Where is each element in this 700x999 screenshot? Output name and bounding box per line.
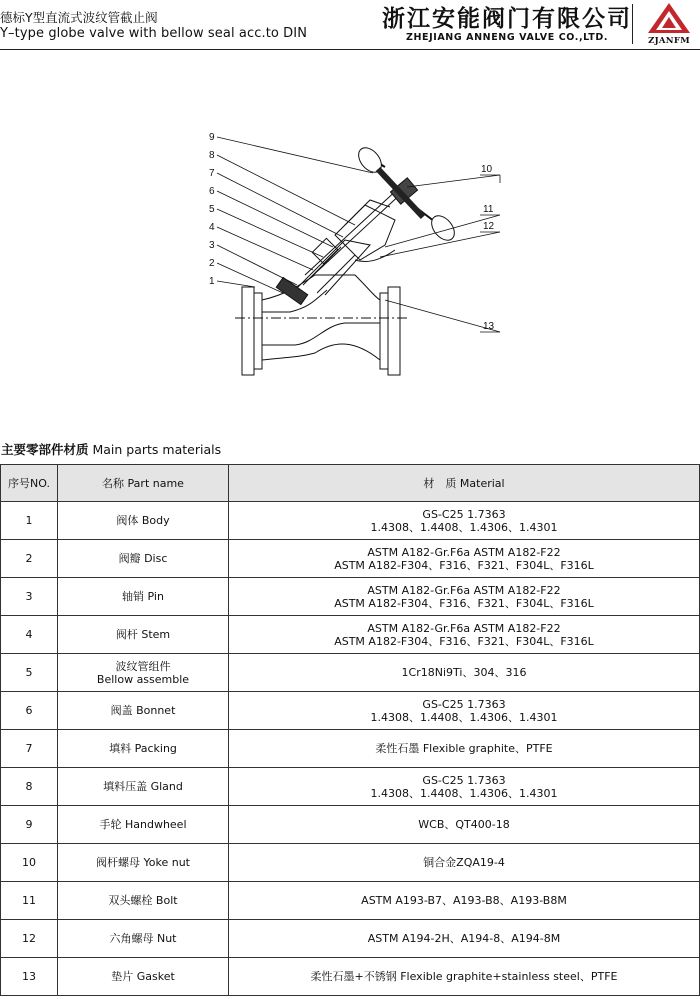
section-title-cn: 主要零部件材质 — [1, 442, 89, 457]
cell-no-line: 9 — [25, 818, 33, 831]
cell-part-name — [58, 958, 229, 996]
cell-no — [1, 920, 58, 958]
cell-part-name — [58, 730, 229, 768]
cell-part-name — [58, 882, 229, 920]
cell-material — [229, 692, 700, 730]
cell-material-line: ASTM A182-F304、F316、F321、F304L、F316L — [334, 596, 594, 610]
cell-no — [1, 806, 58, 844]
cell-material — [229, 844, 700, 882]
cell-material-line: 铜合金ZQA19-4 — [423, 856, 505, 869]
table-row — [1, 502, 700, 540]
cell-no-line: 1 — [25, 514, 33, 527]
cell-no-line: 4 — [25, 628, 33, 641]
cell-part-name — [58, 844, 229, 882]
cell-material — [229, 578, 700, 616]
table-row — [1, 540, 700, 578]
cell-material-line: 柔性石墨 Flexible graphite、PTFE — [375, 742, 553, 755]
company-name-chinese: 浙江安能阀门有限公司 — [382, 6, 632, 32]
title-chinese: 德标Y型直流式波纹管截止阀 — [0, 10, 158, 25]
cell-material-line: ASTM A193-B7、A193-B8、A193-B8M — [361, 894, 567, 907]
cell-material-line: GS-C25 1.7363 — [422, 697, 506, 711]
cell-material-line: GS-C25 1.7363 — [422, 507, 506, 521]
cell-no — [1, 502, 58, 540]
table-row — [1, 692, 700, 730]
cell-material-line: 1.4308、1.4408、1.4306、1.4301 — [370, 520, 558, 534]
cell-part-name-line: 阀盖 Bonnet — [110, 704, 176, 717]
cell-no-line: 12 — [22, 932, 36, 945]
cell-part-name-line: 阀杆 Stem — [115, 628, 171, 641]
table-row — [1, 882, 700, 920]
document-header — [0, 10, 307, 42]
cell-material-line: ASTM A182-F304、F316、F321、F304L、F316L — [334, 634, 594, 648]
cell-no-line: 13 — [22, 970, 36, 983]
header-rule — [0, 49, 700, 50]
cell-material-line: 柔性石墨+不锈钢 Flexible graphite+stainless steel、PTFE — [310, 970, 618, 983]
table-row — [1, 768, 700, 806]
cell-material-line: GS-C25 1.7363 — [422, 773, 506, 787]
table-row — [1, 616, 700, 654]
cell-material-line: 1.4308、1.4408、1.4306、1.4301 — [370, 786, 558, 800]
cell-part-name-line: 阀杆螺母 Yoke nut — [96, 856, 190, 869]
callout-11: 11 — [483, 204, 494, 215]
company-name-block — [382, 6, 632, 44]
header-divider — [632, 4, 633, 44]
cell-material — [229, 958, 700, 996]
company-name-english: ZHEJIANG ANNENG VALVE CO.,LTD. — [405, 32, 609, 43]
table-row — [1, 578, 700, 616]
cell-material-line: ASTM A182-Gr.F6a ASTM A182-F22 — [367, 621, 561, 635]
cell-part-name-line: 手轮 Handwheel — [99, 818, 187, 831]
table-row — [1, 806, 700, 844]
cell-no — [1, 844, 58, 882]
callout-8: 8 — [209, 150, 215, 161]
table-header-row — [1, 465, 700, 502]
cell-material-line: 1Cr18Ni9Ti、304、316 — [401, 666, 527, 679]
cell-no-line: 11 — [22, 894, 36, 907]
cell-no-line: 3 — [25, 590, 33, 603]
cell-part-name — [58, 692, 229, 730]
cell-part-name-line: 填料压盖 Gland — [103, 780, 183, 793]
cell-material — [229, 768, 700, 806]
callout-13: 13 — [483, 321, 495, 332]
materials-table — [0, 464, 700, 996]
cell-part-name-line: 垫片 Gasket — [111, 970, 175, 983]
cell-part-name-line: 阀瓣 Disc — [118, 552, 168, 565]
cell-part-name-line: 轴销 Pin — [122, 590, 164, 603]
cell-part-name-line: 六角螺母 Nut — [109, 932, 177, 945]
cell-no — [1, 958, 58, 996]
cell-part-name — [58, 502, 229, 540]
cell-part-name — [58, 806, 229, 844]
callout-6: 6 — [209, 186, 215, 197]
cell-part-name — [58, 654, 229, 692]
cell-no — [1, 692, 58, 730]
callout-10: 10 — [481, 164, 493, 175]
cell-material — [229, 540, 700, 578]
cell-part-name-line: 阀体 Body — [116, 514, 170, 527]
cell-no — [1, 578, 58, 616]
section-title — [1, 440, 221, 458]
callout-4: 4 — [209, 222, 215, 233]
table-row — [1, 730, 700, 768]
cell-material — [229, 730, 700, 768]
header-no: 序号NO. — [1, 465, 58, 502]
cell-no-line: 2 — [25, 552, 33, 565]
cell-material-line: ASTM A194-2H、A194-8、A194-8M — [367, 932, 561, 945]
cell-material — [229, 806, 700, 844]
callout-7: 7 — [209, 168, 215, 179]
cell-part-name — [58, 616, 229, 654]
callout-9: 9 — [209, 132, 215, 143]
cell-material-line: WCB、QT400-18 — [418, 818, 510, 831]
section-title-en: Main parts materials — [88, 442, 222, 457]
cell-part-name-line: 双头螺栓 Bolt — [108, 894, 178, 907]
cell-part-name-line: Bellow assemble — [96, 672, 190, 686]
cell-no — [1, 616, 58, 654]
cell-material — [229, 616, 700, 654]
cell-no — [1, 882, 58, 920]
cell-part-name-line: 波纹管组件 — [115, 659, 171, 673]
title-english: Y–type globe valve with bellow seal acc.to DIN — [0, 26, 308, 41]
logo-triangle-icon — [647, 2, 691, 34]
cell-part-name — [58, 920, 229, 958]
header-part-name: 名称 Part name — [58, 465, 229, 502]
cell-no-line: 6 — [25, 704, 33, 717]
cell-no-line: 8 — [25, 780, 33, 793]
table-row — [1, 958, 700, 996]
cell-no — [1, 768, 58, 806]
table-row — [1, 844, 700, 882]
callout-12: 12 — [483, 221, 495, 232]
cell-part-name-line: 填料 Packing — [109, 742, 177, 755]
callout-5: 5 — [209, 204, 215, 215]
callout-3: 3 — [209, 240, 215, 251]
cell-no-line: 7 — [25, 742, 33, 755]
callout-1: 1 — [209, 276, 215, 287]
cell-part-name — [58, 540, 229, 578]
cell-material — [229, 654, 700, 692]
table-row — [1, 920, 700, 958]
cell-no — [1, 730, 58, 768]
callout-2: 2 — [209, 258, 215, 269]
cell-material-line: ASTM A182-F304、F316、F321、F304L、F316L — [334, 558, 594, 572]
cell-material — [229, 882, 700, 920]
cell-no — [1, 540, 58, 578]
cell-material — [229, 502, 700, 540]
header-material: 材 质 Material — [229, 465, 700, 502]
cell-no-line: 10 — [22, 856, 36, 869]
cell-material-line: 1.4308、1.4408、1.4306、1.4301 — [370, 710, 558, 724]
cell-part-name — [58, 768, 229, 806]
table-row — [1, 654, 700, 692]
cell-no-line: 5 — [25, 666, 33, 679]
logo-text: ZJANFM — [648, 36, 690, 46]
cell-part-name — [58, 578, 229, 616]
cell-no — [1, 654, 58, 692]
cell-material-line: ASTM A182-Gr.F6a ASTM A182-F22 — [367, 545, 561, 559]
cell-material-line: ASTM A182-Gr.F6a ASTM A182-F22 — [367, 583, 561, 597]
valve-drawing — [195, 125, 515, 385]
company-logo — [640, 2, 698, 46]
cell-material — [229, 920, 700, 958]
